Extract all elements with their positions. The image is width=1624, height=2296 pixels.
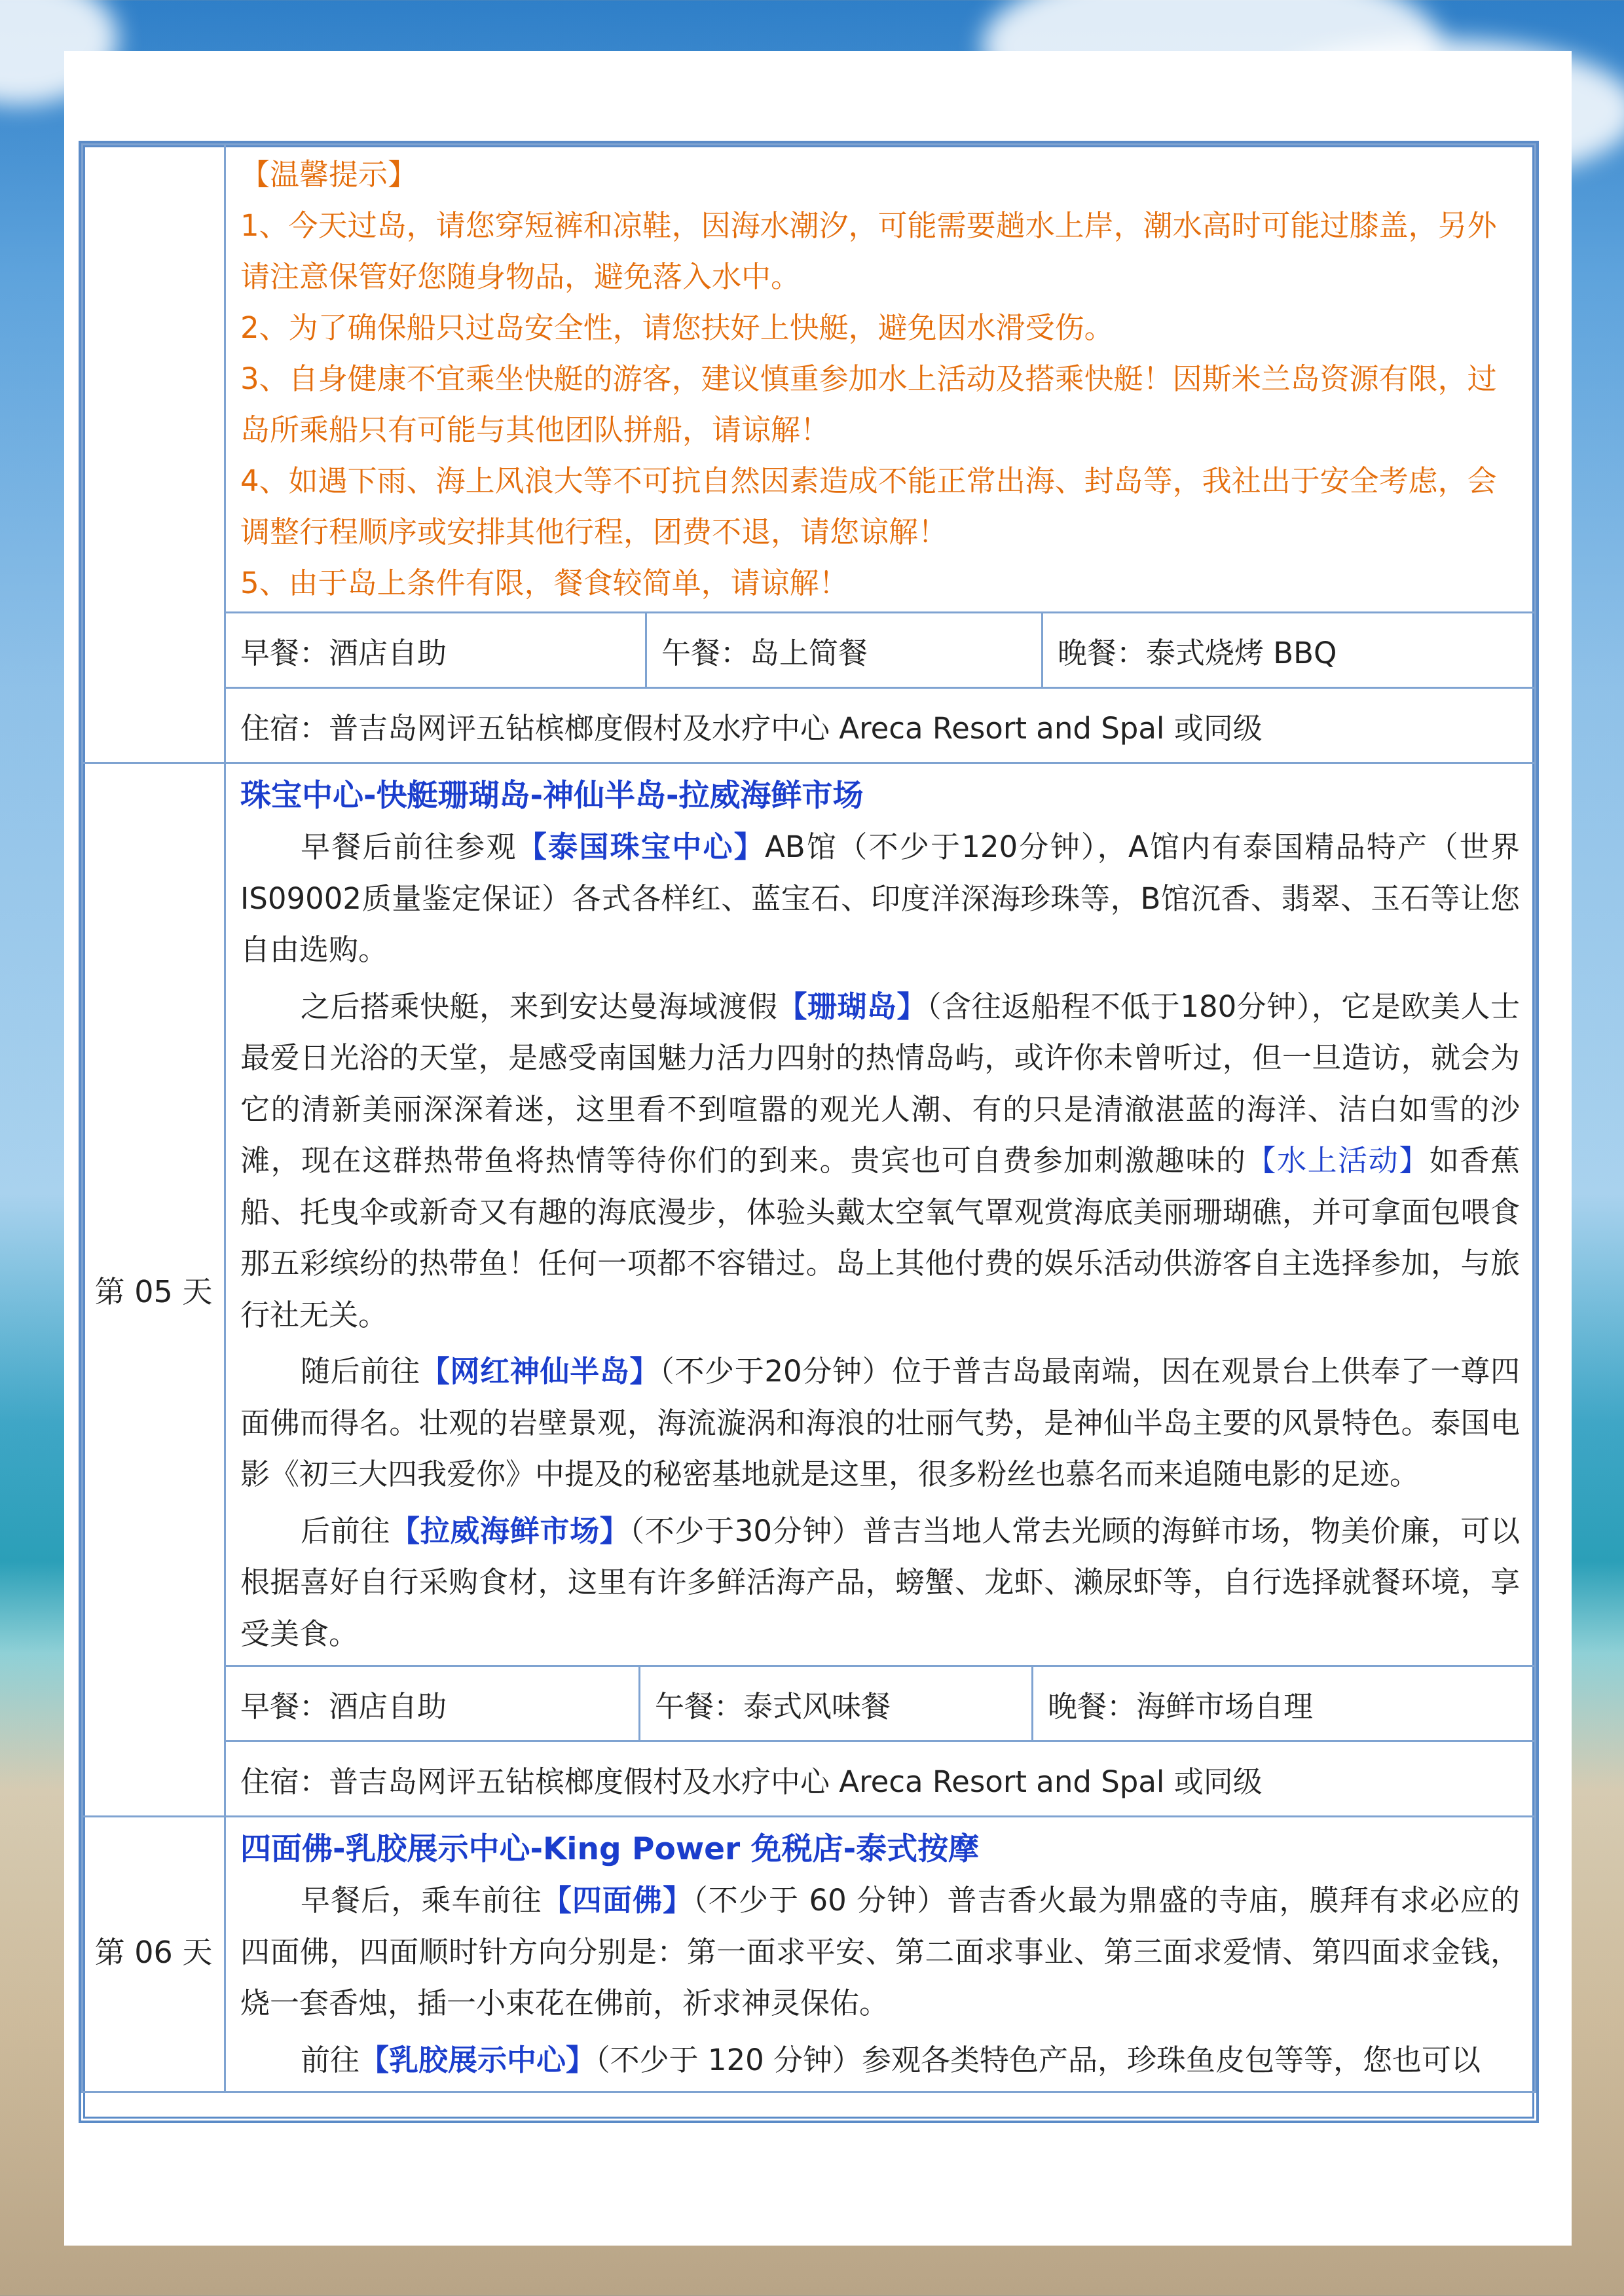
day05-row: [83, 763, 1536, 1817]
day05-paragraph-1: 早餐后前往参观【泰国珠宝中心】AB馆（不少于120分钟），A馆内有泰国精品特产（世界IS09002质量鉴定保证）各式各样红、蓝宝石、印度洋深海珍珠等，B馆沉香、翡翠、玉石等让您自由选购。: [240, 829, 1520, 967]
highlight: 【乳胶展示中心】: [360, 2042, 596, 2077]
day04-row: [83, 145, 1536, 763]
day06-paragraph-2: 前往【乳胶展示中心】（不少于 120 分钟）参观各类特色产品，珍珠鱼皮包等等，您也可以: [301, 2042, 1481, 2077]
tip-item: 1、今天过岛，请您穿短裤和凉鞋，因海水潮汐，可能需要趟水上岸，潮水高时可能过膝盖，另外请注意保管好您随身物品，避免落入水中。: [240, 208, 1497, 294]
breakfast: 早餐：酒店自助: [240, 635, 447, 670]
tip-item: 4、如遇下雨、海上风浪大等不可抗自然因素造成不能正常出海、封岛等，我社出于安全考虑，会调整行程顺序或安排其他行程，团费不退，请您谅解！: [240, 464, 1497, 549]
tips-heading: 【温馨提示】: [240, 157, 418, 192]
tip-item: 5、由于岛上条件有限，餐食较简单，请谅解！: [240, 566, 849, 600]
dinner: 晚餐：泰式烧烤 BBQ: [1041, 613, 1534, 687]
day06-content-cell: [225, 1817, 1536, 2092]
day05-paragraph-3: 随后前往【网红神仙半岛】（不少于20分钟）位于普吉岛最南端，因在观景台上供奉了一尊四面佛而得名。壮观的岩壁景观，海流漩涡和海浪的壮丽气势，是神仙半岛主要的风景特色。泰国电影《初三大四我爱你》中提及的秘密基地就是这里，很多粉丝也慕名而来追随电影的足迹。: [240, 1354, 1520, 1491]
lunch: 午餐：岛上简餐: [645, 613, 1041, 687]
day06-label: 第 06 天: [83, 1817, 225, 2092]
highlight: 【拉威海鲜市场】: [390, 1513, 630, 1548]
highlight: 【四面佛】: [542, 1883, 693, 1918]
day04-meals: [226, 611, 1534, 687]
highlight: 【水上活动】: [1246, 1143, 1430, 1178]
breakfast: 早餐：酒店自助: [240, 1688, 447, 1724]
day06-row: [83, 1817, 1536, 2092]
highlight: 【珊瑚岛】: [777, 989, 927, 1024]
day04-hotel: 住宿：普吉岛网评五钻槟榔度假村及水疗中心 Areca Resort and Spal 或同级: [226, 687, 1534, 762]
lunch: 午餐：泰式风味餐: [638, 1667, 1031, 1740]
day04-content-cell: [225, 145, 1536, 763]
itinerary-table-frame: [79, 141, 1539, 2123]
day06-title: 四面佛-乳胶展示中心-King Power 免税店-泰式按摩: [240, 1831, 980, 1867]
tip-item: 3、自身健康不宜乘坐快艇的游客，建议慎重参加水上活动及搭乘快艇！因斯米兰岛资源有限，过岛所乘船只有可能与其他团队拼船，请谅解！: [240, 361, 1497, 447]
day05-title: 珠宝中心-快艇珊瑚岛-神仙半岛-拉威海鲜市场: [240, 778, 864, 814]
day06-paragraph-1: 早餐后，乘车前往【四面佛】（不少于 60 分钟）普吉香火最为鼎盛的寺庙，膜拜有求必应的四面佛，四面顺时针方向分别是：第一面求平安、第二面求事业、第三面求爱情、第四面求金钱，烧一套香烛，插一小束花在佛前，祈求神灵保佑。: [240, 1883, 1520, 2020]
day05-label: 第 05 天: [83, 763, 225, 1817]
tip-item: 2、为了确保船只过岛安全性，请您扶好上快艇，避免因水滑受伤。: [240, 310, 1114, 345]
dinner: 晚餐：海鲜市场自理: [1031, 1667, 1534, 1740]
tips-block: [226, 145, 1534, 611]
highlight: 【网红神仙半岛】: [420, 1354, 660, 1389]
highlight: 【泰国珠宝中心】: [517, 829, 766, 864]
day05-content-cell: [225, 763, 1536, 1817]
day05-paragraph-2: 之后搭乘快艇，来到安达曼海域渡假【珊瑚岛】（含往返船程不低于180分钟），它是欧美人士最爱日光浴的天堂，是感受南国魅力活力四射的热情岛屿，或许你未曾听过，但一旦造访，就会为它的清新美丽深深着迷，这里看不到喧嚣的观光人潮、有的只是清澈湛蓝的海洋、洁白如雪的沙滩，现在这群热带鱼将热情等待你们的到来。贵宾也可自费参加刺激趣味的【水上活动】如香蕉船、托曳伞或新奇又有趣的海底漫步，体验头戴太空氧气罩观赏海底美丽珊瑚礁，并可拿面包喂食那五彩缤纷的热带鱼！任何一项都不容错过。岛上其他付费的娱乐活动供游客自主选择参加，与旅行社无关。: [240, 989, 1520, 1332]
day05-meals: [226, 1665, 1534, 1740]
day05-paragraph-4: 后前往【拉威海鲜市场】（不少于30分钟）普吉当地人常去光顾的海鲜市场，物美价廉，可以根据喜好自行采购食材，这里有许多鲜活海产品，螃蟹、龙虾、濑尿虾等，自行选择就餐环境，享受美食。: [240, 1513, 1520, 1651]
day05-hotel: 住宿：普吉岛网评五钻槟榔度假村及水疗中心 Areca Resort and Spal 或同级: [226, 1740, 1534, 1815]
itinerary-table: [81, 143, 1536, 2093]
day04-label-cell: [83, 145, 225, 763]
